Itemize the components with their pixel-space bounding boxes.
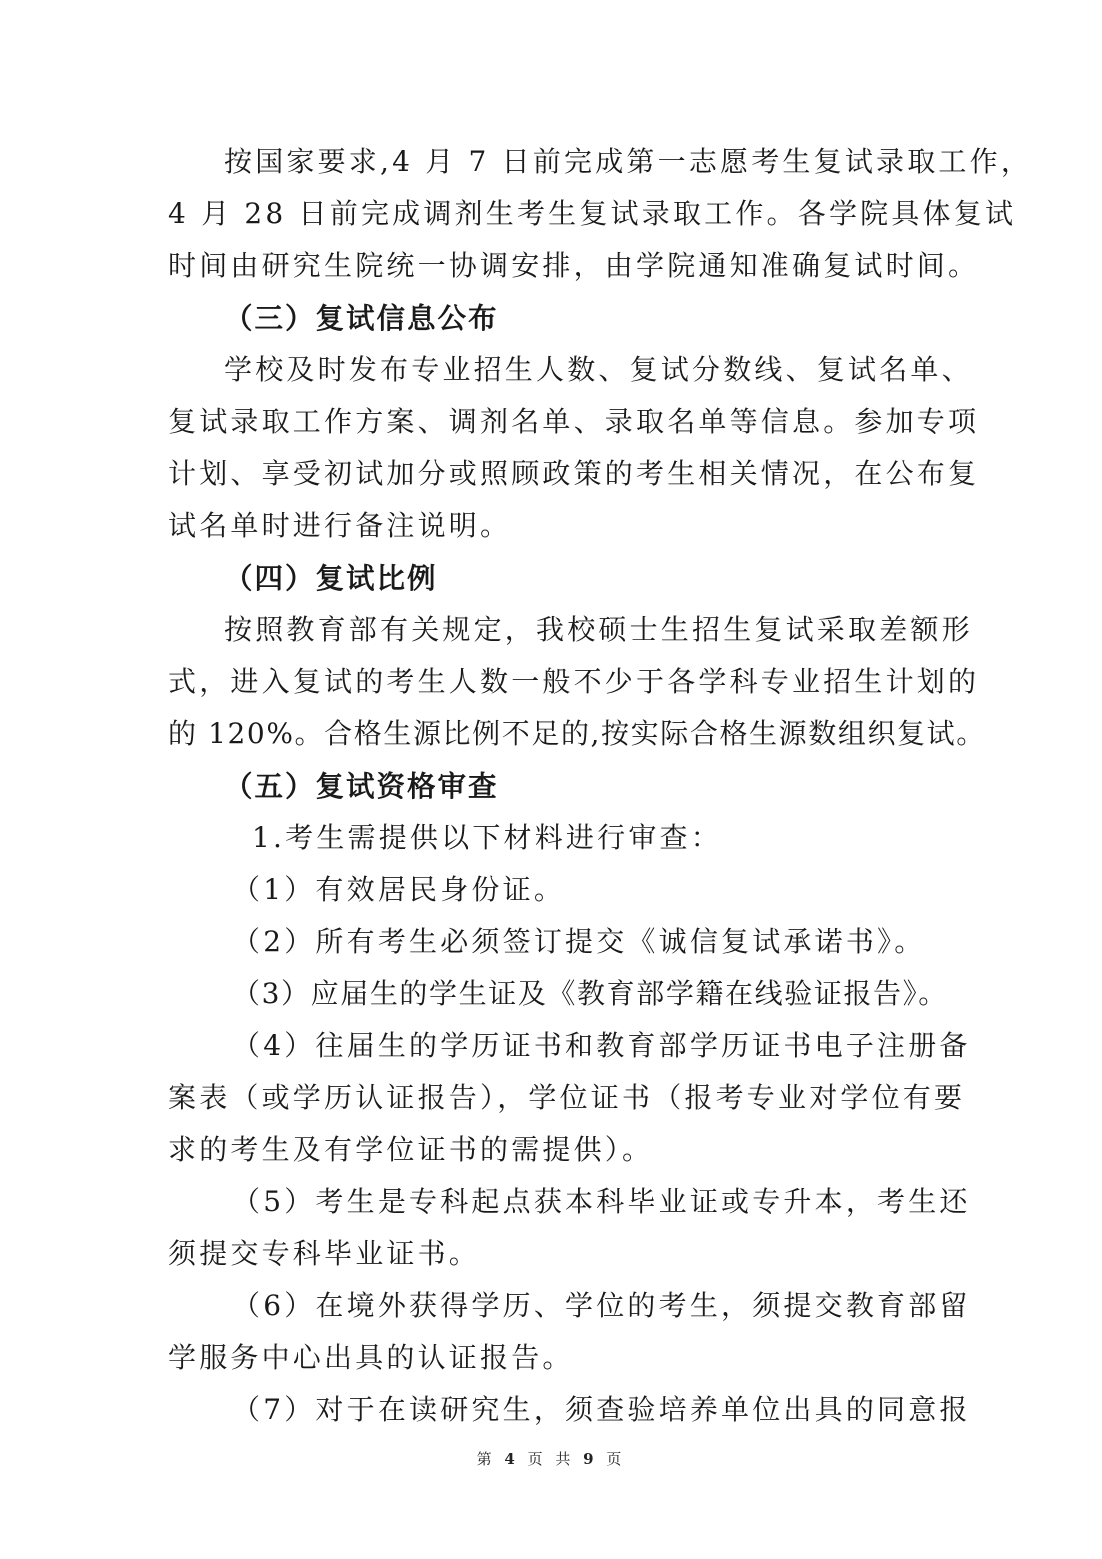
list-item-6: （6）在境外获得学历、学位的考生，须提交教育部留 [232, 1289, 971, 1322]
section-heading-4: （四）复试比例 [224, 561, 438, 595]
list-item-2: （2）所有考生必须签订提交《诚信复试承诺书》。 [232, 925, 926, 958]
paragraph-line: 求的考生及有学位证书的需提供）。 [168, 1133, 654, 1166]
paragraph-line: 学服务中心出具的认证报告。 [168, 1341, 574, 1374]
paragraph-line: 按国家要求,4 月 7 日前完成第一志愿考生复试录取工作， [224, 145, 1033, 178]
list-item-1: （1）有效居民身份证。 [232, 873, 566, 906]
current-page-number: 4 [504, 1450, 519, 1468]
list-item-7: （7）对于在读研究生，须查验培养单位出具的同意报 [232, 1393, 971, 1426]
list-item-5: （5）考生是专科起点获本科毕业证或专升本，考生还 [232, 1185, 971, 1218]
section-heading-3: （三）复试信息公布 [224, 301, 499, 335]
paragraph-line: 按照教育部有关规定，我校硕士生招生复试采取差额形 [224, 613, 973, 646]
paragraph-line: 计划、享受初试加分或照顾政策的考生相关情况，在公布复 [168, 457, 980, 490]
paragraph-line: 4 月 28 日前完成调剂生考生复试录取工作。各学院具体复试 [168, 197, 1017, 230]
footer-suffix: 页 [606, 1450, 626, 1468]
list-item-3: （3）应届生的学生证及《教育部学籍在线验证报告》。 [232, 977, 948, 1010]
document-body [168, 136, 1033, 1436]
total-page-count: 9 [583, 1450, 598, 1468]
paragraph-line: 试名单时进行备注说明。 [168, 509, 512, 542]
section-heading-5: （五）复试资格审查 [224, 769, 499, 803]
footer-prefix: 第 [476, 1450, 496, 1468]
paragraph-line: 须提交专科毕业证书。 [168, 1237, 481, 1270]
paragraph-line: 复试录取工作方案、调剂名单、录取名单等信息。参加专项 [168, 405, 980, 438]
page-footer [0, 1448, 1102, 1469]
paragraph-line: 学校及时发布专业招生人数、复试分数线、复试名单、 [224, 353, 973, 386]
list-item-4: （4）往届生的学历证书和教育部学历证书电子注册备 [232, 1029, 971, 1062]
paragraph-line: 的 120%。合格生源比例不足的,按实际合格生源数组织复试。 [168, 717, 986, 750]
paragraph-line: 式，进入复试的考生人数一般不少于各学科专业招生计划的 [168, 665, 980, 698]
footer-middle: 页 共 [527, 1450, 575, 1468]
list-intro: 1.考生需提供以下材料进行审查： [252, 821, 722, 854]
paragraph-line: 时间由研究生院统一协调安排，由学院通知准确复试时间。 [168, 249, 980, 282]
paragraph-line: 案表（或学历认证报告），学位证书（报考专业对学位有要 [168, 1081, 966, 1114]
